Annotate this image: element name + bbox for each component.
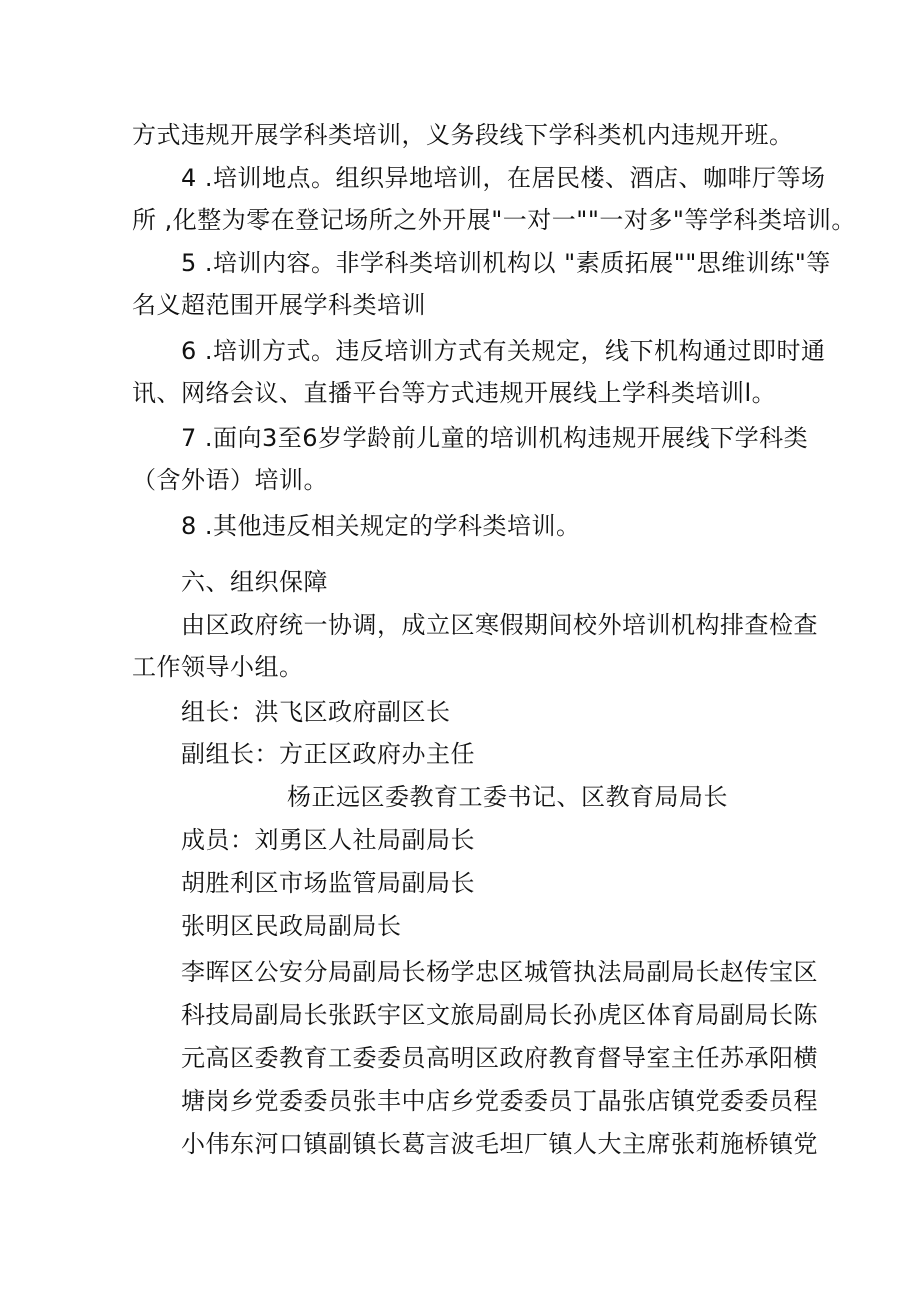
text-line-6: 6 .培训方式。违反培训方式有关规定，线下机构通过即时通: [181, 337, 826, 365]
section-heading: 六、组织保障: [181, 568, 328, 596]
text-line-15: 副组长：方正区政府办主任: [181, 740, 475, 768]
text-line-9: （含外语）培训。: [132, 466, 328, 494]
text-line-19: 张明区民政局副局长: [181, 912, 402, 940]
text-line-3: 所 ,化整为零在登记场所之外开展"一对一""一对多"等学科类培训。: [132, 206, 856, 234]
text-line-5: 名义超范围开展学科类培训: [132, 291, 426, 319]
text-line-10: 8 .其他违反相关规定的学科类培训。: [181, 512, 581, 540]
text-line-7: 讯、网络会议、直播平台等方式违规开展线上学科类培训l。: [132, 379, 777, 407]
text-line-4: 5 .培训内容。非学科类培训机构以 "素质拓展""思维训练"等: [181, 249, 831, 277]
text-line-13: 工作领导小组。: [132, 653, 304, 681]
text-line-8: 7 .面向3至6岁学龄前儿童的培训机构违规开展线下学科类: [181, 424, 809, 452]
text-line-17: 成员：刘勇区人社局副局长: [181, 826, 475, 854]
text-line-24: 小伟东河口镇副镇长葛言波毛坦厂镇人大主席张莉施桥镇党: [181, 1130, 818, 1158]
text-line-22: 元高区委教育工委委员高明区政府教育督导室主任苏承阳横: [181, 1044, 818, 1072]
text-line-18: 胡胜利区市场监管局副局长: [181, 869, 475, 897]
text-line-20: 李晖区公安分局副局长杨学忠区城管执法局副局长赵传宝区: [181, 958, 818, 986]
text-line-23: 塘岗乡党委委员张丰中店乡党委委员丁晶张店镇党委委员程: [181, 1087, 818, 1115]
text-line-14: 组长：洪飞区政府副区长: [181, 698, 451, 726]
text-line-2: 4 .培训地点。组织异地培训，在居民楼、酒店、咖啡厅等场: [181, 164, 826, 192]
text-line-12: 由区政府统一协调，成立区寒假期间校外培训机构排查检查: [181, 611, 818, 639]
text-line-1: 方式违规开展学科类培训，义务段线下学科类机内违规开班。: [132, 121, 794, 149]
text-line-16: 杨正远区委教育工委书记、区教育局局长: [287, 783, 728, 811]
text-line-21: 科技局副局长张跃宇区文旅局副局长孙虎区体育局副局长陈: [181, 1001, 818, 1029]
